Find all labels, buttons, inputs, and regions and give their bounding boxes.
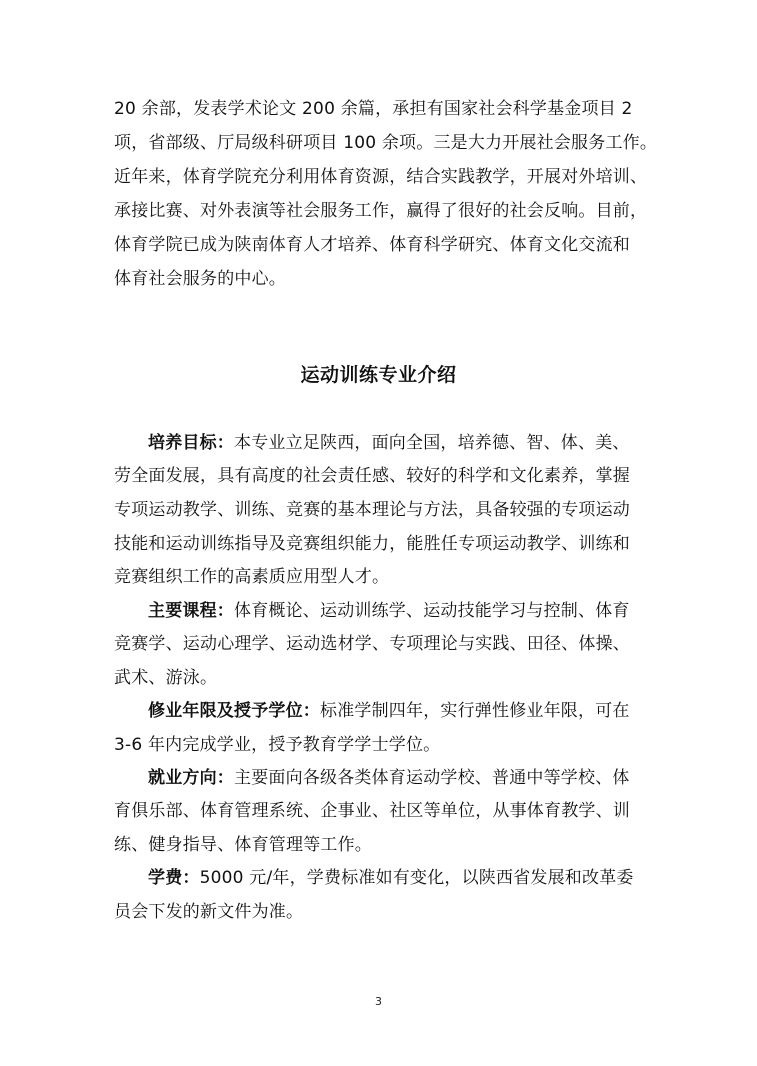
section-title: 运动训练专业介绍 bbox=[300, 364, 457, 386]
training-goal-line: 劳全面发展，具有高度的社会责任感、较好的科学和文化素养，掌握 bbox=[114, 466, 630, 486]
tuition-text: 5000 元/年，学费标准如有变化，以陕西省发展和改革委 bbox=[199, 868, 634, 888]
tuition-label: 学费： bbox=[148, 868, 200, 888]
training-goal-first-line bbox=[148, 433, 688, 453]
intro-line: 20 余部，发表学术论文 200 余篇，承担有国家社会科学基金项目 2 bbox=[114, 99, 633, 119]
employment-first-line bbox=[148, 768, 688, 788]
intro-line: 体育学院已成为陕南体育人才培养、体育科学研究、体育文化交流和 bbox=[114, 235, 630, 255]
training-goal-text: 本专业立足陕西，面向全国，培养德、智、体、美、 bbox=[234, 433, 630, 453]
employment-text: 主要面向各级各类体育运动学校、普通中等学校、体 bbox=[234, 768, 630, 788]
courses-first-line bbox=[148, 601, 688, 621]
employment-line: 练、健身指导、体育管理等工作。 bbox=[114, 835, 372, 855]
training-goal-label: 培养目标： bbox=[148, 433, 234, 453]
training-goal-line: 专项运动教学、训练、竞赛的基本理论与方法，具备较强的专项运动 bbox=[114, 500, 630, 520]
employment-line: 育俱乐部、体育管理系统、企事业、社区等单位，从事体育教学、训 bbox=[114, 801, 630, 821]
training-goal-line: 技能和运动训练指导及竞赛组织能力，能胜任专项运动教学、训练和 bbox=[114, 534, 630, 554]
tuition-first-line bbox=[148, 868, 688, 888]
training-goal-line: 竞赛组织工作的高素质应用型人才。 bbox=[114, 567, 390, 587]
courses-text: 体育概论、运动训练学、运动技能学习与控制、体育 bbox=[234, 601, 630, 621]
page-number: 3 bbox=[375, 995, 382, 1008]
duration-line: 3-6 年内完成学业，授予教育学学士学位。 bbox=[114, 735, 441, 755]
employment-label: 就业方向： bbox=[148, 768, 234, 788]
intro-line: 承接比赛、对外表演等社会服务工作，赢得了很好的社会反响。目前， bbox=[114, 201, 648, 221]
duration-first-line bbox=[148, 701, 688, 721]
courses-line: 武术、游泳。 bbox=[114, 668, 218, 688]
duration-text: 标准学制四年，实行弹性修业年限，可在 bbox=[320, 701, 630, 721]
courses-line: 竞赛学、运动心理学、运动选材学、专项理论与实践、田径、体操、 bbox=[114, 634, 630, 654]
duration-label: 修业年限及授予学位： bbox=[148, 701, 320, 721]
intro-line: 体育社会服务的中心。 bbox=[114, 269, 286, 289]
courses-label: 主要课程： bbox=[148, 601, 234, 621]
intro-line: 近年来，体育学院充分利用体育资源，结合实践教学，开展对外培训、 bbox=[114, 167, 648, 187]
tuition-line: 员会下发的新文件为准。 bbox=[114, 902, 304, 922]
intro-line: 项，省部级、厅局级科研项目 100 余项。三是大力开展社会服务工作。 bbox=[114, 133, 658, 153]
